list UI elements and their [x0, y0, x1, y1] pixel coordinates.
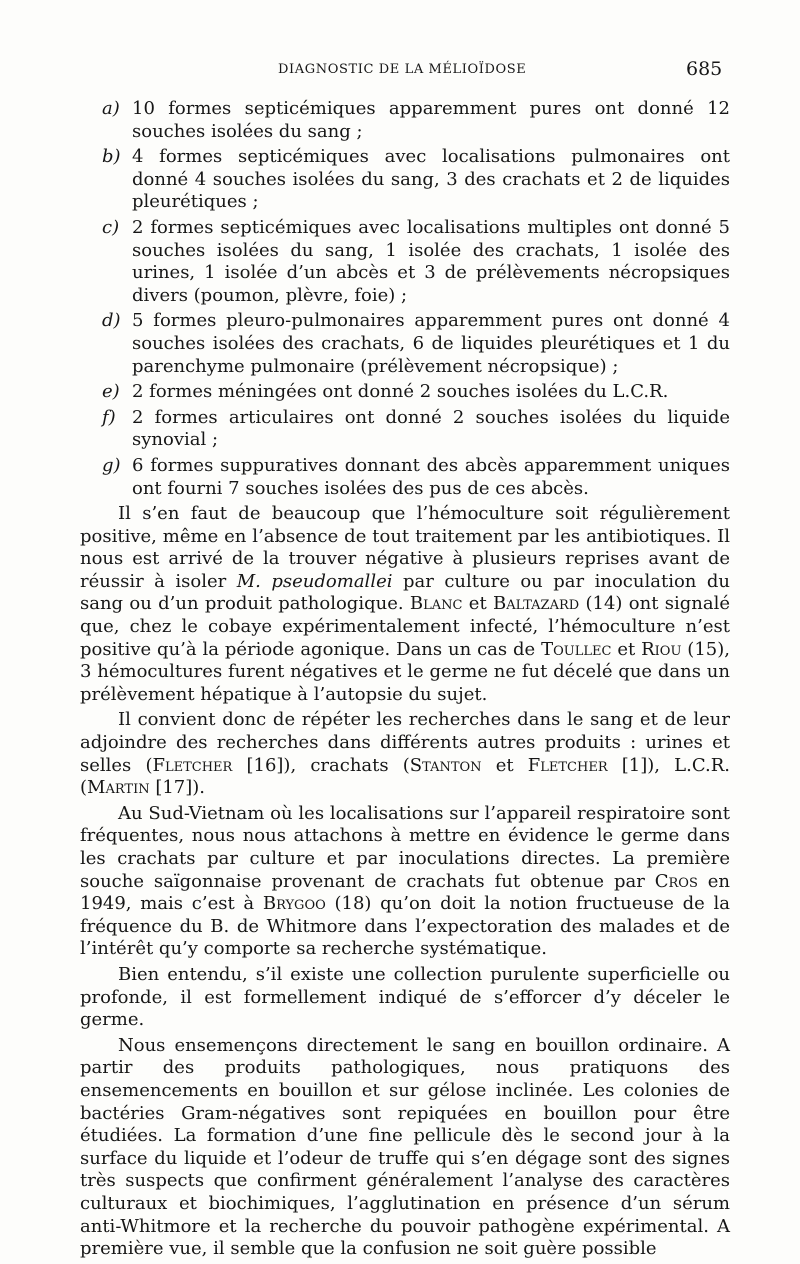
- list-label: f): [102, 406, 116, 428]
- author-name: Baltazard: [493, 593, 580, 615]
- list-label: d): [102, 310, 121, 332]
- list-item: [80, 217, 730, 307]
- page-number: 685: [686, 58, 723, 80]
- list-label: e): [102, 381, 120, 403]
- paragraph-blood-culture: Il s’en faut de beaucoup que l’hémoculture soit régulièrement positive, même en l’absence de tout traitement par les antibiotiques. Il nous est arrivé de la trouver négative à plusieurs reprises avant de réussir à isoler M. pseudomallei par culture ou par inoculation du sang ou d’un produit pathologique. Blanc et Baltazard (14) ont signalé que, chez le cobaye expérimentalement infecté, l’hémoculture n’est positive qu’à la période agonique. Dans un cas de Toullec et Riou (15), 3 hémocultures furent négatives et le germe ne fut décelé que dans un prélèvement hépatique à l’autopsie du sujet.: [80, 503, 730, 705]
- list-item: [80, 98, 730, 143]
- list-item: [80, 407, 730, 452]
- list-item: [80, 381, 730, 404]
- list-text: 10 formes septicémiques apparemment pures ont donné 12 souches isolées du sang ;: [132, 98, 730, 142]
- author-name: Martin: [87, 777, 150, 799]
- list-label: a): [102, 98, 120, 119]
- list-item: [80, 455, 730, 500]
- paragraph-purulent-collection: Bien entendu, s’il existe une collection purulente superficielle ou profonde, il est formellement indiqué de s’efforcer d’y déceler le germe.: [80, 963, 730, 1031]
- list-label: b): [102, 146, 121, 168]
- paragraph-other-samples: Il convient donc de répéter les recherches dans le sang et de leur adjoindre des recherches dans différents autres produits : urines et selles (Fletcher [16]), crachats (Stanton et Fletcher [1]), L.C.R. (Martin [17]).: [80, 709, 730, 799]
- running-title: DIAGNOSTIC DE LA MÉLIOÏDOSE: [278, 62, 527, 77]
- author-name: Riou: [641, 638, 682, 660]
- author-name: Stanton: [409, 754, 482, 776]
- list-label: g): [102, 454, 121, 476]
- paragraph-culture-method: Nous ensemençons directement le sang en bouillon ordinaire. A partir des produits pathologiques, nous pratiquons des ensemencements en bouillon et sur gélose inclinée. Les colonies de bactéries Gram-négatives sont repiquées en bouillon pour être étudiées. La formation d’une fine pellicule dès le second jour à la surface du liquide et l’odeur de truffe qui s’en dégage sont des signes très suspects que confirment généralement l’analyse des caractères culturaux et biochimiques, l’agglutination en présence d’un sérum anti-Whitmore et la recherche du pouvoir pathogène expérimental. A première vue, il semble que la confusion ne soit guère possible: [80, 1034, 730, 1260]
- list-text: 2 formes méningées ont donné 2 souches isolées du L.C.R.: [132, 381, 669, 403]
- organism-name: M. pseudomallei: [236, 570, 393, 592]
- author-name: Toullec: [541, 638, 612, 660]
- list-text: 6 formes suppuratives donnant des abcès apparemment uniques ont fourni 7 souches isolées des pus de ces abcès.: [132, 454, 730, 499]
- body-text: [80, 98, 730, 1264]
- list-label: c): [102, 216, 120, 238]
- author-name: Fletcher: [527, 754, 608, 776]
- author-name: Brygoo: [262, 893, 326, 915]
- list-text: 2 formes septicémiques avec localisations multiples ont donné 5 souches isolées du sang, 1 isolée des crachats, 1 isolée des urines, 1 isolée d’un abcès et 3 de prélèvements nécropsiques divers (poumon, plèvre, foie) ;: [132, 216, 730, 306]
- list-text: 2 formes articulaires ont donné 2 souches isolées du liquide synovial ;: [132, 406, 730, 451]
- list-text: 5 formes pleuro-pulmonaires apparemment pures ont donné 4 souches isolées des crachats, 6 de liquides pleurétiques et 1 du parenchyme pulmonaire (prélèvement nécropsique) ;: [132, 310, 730, 377]
- paragraph-south-vietnam: Au Sud-Vietnam où les localisations sur l’appareil respiratoire sont fréquentes, nous nous attachons à mettre en évidence le germe dans les crachats par culture et par inoculations directes. La première souche saïgonnaise provenant de crachats fut obtenue par Cros en 1949, mais c’est à Brygoo (18) qu’on doit la notion fructueuse de la fréquence du B. de Whitmore dans l’expectoration des malades et de l’intérêt qu’y comporte sa recherche systématique.: [80, 802, 731, 960]
- list-text: 4 formes septicémiques avec localisations pulmonaires ont donné 4 souches isolées du sang, 3 des crachats et 2 de liquides pleurétiques ;: [132, 146, 730, 213]
- list-item: [80, 146, 730, 214]
- author-name: Fletcher: [152, 754, 233, 776]
- author-name: Cros: [654, 870, 698, 892]
- author-name: Blanc: [409, 593, 463, 615]
- list-item: [80, 310, 730, 378]
